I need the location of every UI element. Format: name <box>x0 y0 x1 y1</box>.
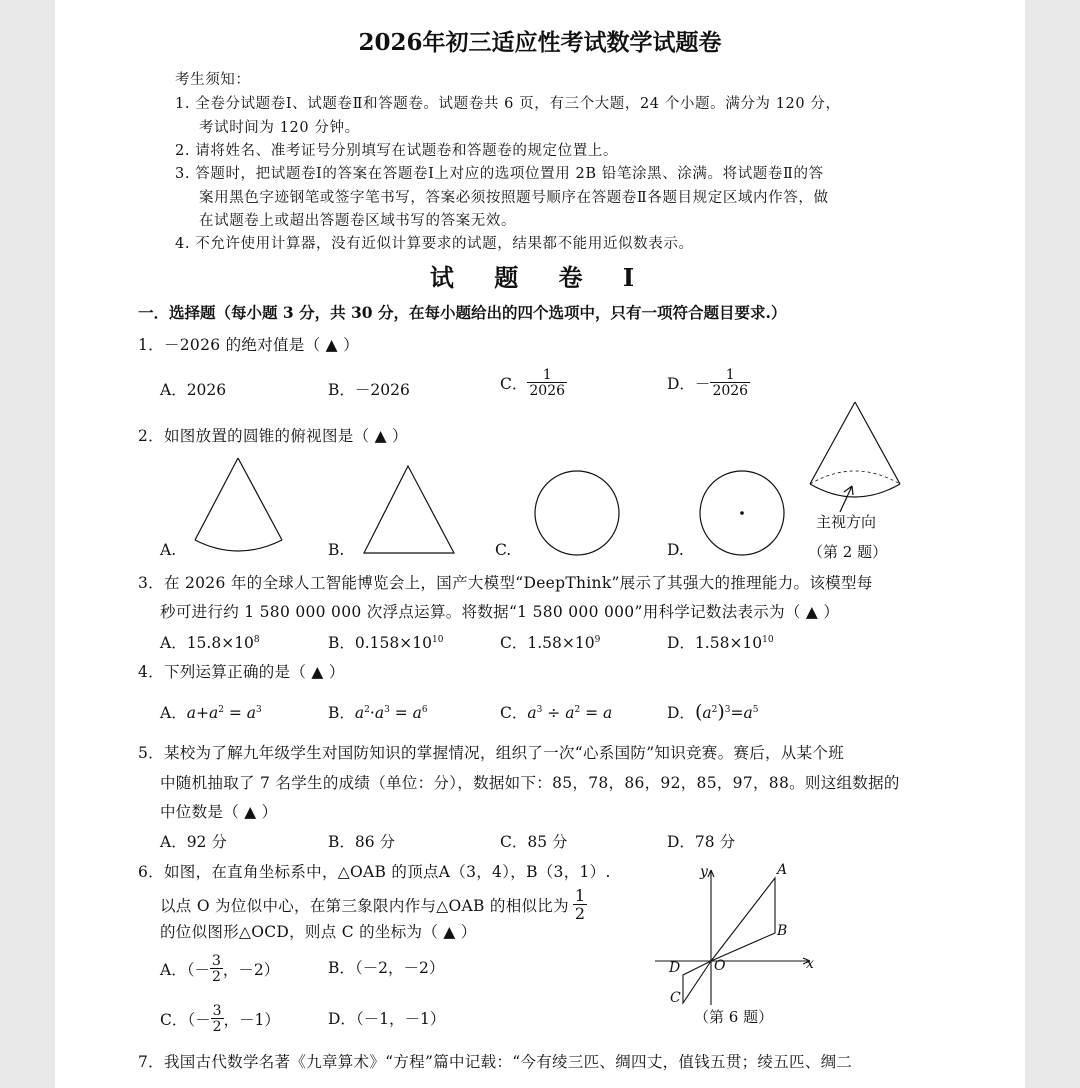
q3-option-d: D．$1.58\times 10^{10}$ <box>667 634 774 652</box>
q6-option-c: C．（－ $\frac{3}{2}$ ，－1） <box>160 1003 280 1035</box>
notice-heading: 考生须知： <box>175 72 251 88</box>
q4-option-d: D．$(a^2)^3=a^5$ <box>667 701 759 723</box>
label-x: x <box>806 956 814 972</box>
notice-line: 1. 全卷分试题卷Ⅰ、试题卷Ⅱ和答题卷。试题卷共 6 页，有三个大题，24 个小题。满分为 120 分， <box>175 96 841 112</box>
section-instructions: 一．选择题（每小题 3 分，共 30 分，在每小题给出的四个选项中，只有一项符合题目要求.） <box>138 303 787 322</box>
q5-stem-line1: 5．某校为了解九年级学生对国防知识的掌握情况，组织了一次“心系国防”知识竞赛。赛后，从某个班 <box>138 744 845 762</box>
label-b: B <box>777 923 788 939</box>
triangle-oab <box>711 878 775 961</box>
q3-option-b: B．$0.158\times 10^{10}$ <box>328 634 444 652</box>
q1-option-c: C． $\frac{1}{2026}$ <box>500 367 566 399</box>
notice-line: 考试时间为 120 分钟。 <box>199 120 360 136</box>
section-title: 试 题 卷 Ⅰ <box>429 263 651 292</box>
notice-line: 3. 答题时，把试题卷Ⅰ的答案在答题卷Ⅰ上对应的选项位置用 2B 铅笔涂黑、涂满。将试题卷Ⅱ的答 <box>175 166 824 182</box>
label-a: A <box>777 862 788 878</box>
label-o: O <box>714 958 726 974</box>
q3-option-c: C．$1.58\times 10^9$ <box>500 634 601 652</box>
triangle-ocd <box>683 961 711 1003</box>
q4-stem: 4．下列运算正确的是（ ▲ ） <box>138 663 345 681</box>
q5-stem-line2: 中随机抽取了 7 名学生的成绩（单位：分），数据如下：85，78，86，92，85，97，88。则这组数据的 <box>160 774 900 792</box>
q4-option-c: C．$a^3 \div a^2 = a$ <box>500 704 613 722</box>
q5-option-d: D．78 分 <box>667 833 736 851</box>
q2-stem: 2．如图放置的圆锥的俯视图是（ ▲ ） <box>138 427 408 445</box>
q6-caption: （第 6 题） <box>694 1008 774 1026</box>
q3-option-a: A．$15.8\times 10^8$ <box>160 634 260 652</box>
notice-line: 案用黑色字迹钢笔或签字笔书写，答案必须按照题号顺序在答题卷Ⅱ各题目规定区域内作答，做 <box>199 190 829 206</box>
q6-stem-line3: 的位似图形△OCD，则点 C 的坐标为（ ▲ ） <box>160 923 477 941</box>
notice-line: 4. 不允许使用计算器，没有近似计算要求的试题，结果都不能用近似数表示。 <box>175 236 694 252</box>
label-y: y <box>700 864 708 880</box>
q6-stem-line1: 6．如图，在直角坐标系中，△OAB 的顶点A（3，4），B（3，1）. <box>138 863 611 881</box>
q6-option-a: A．（－ $\frac{3}{2}$ ，－2） <box>160 953 280 985</box>
q4-option-a: A．$a+a^2 = a^3$ <box>160 704 262 722</box>
q1-option-d: D．－ $\frac{1}{2026}$ <box>667 367 749 399</box>
q6-option-d: D．（－1，－1） <box>328 1010 446 1028</box>
q1-option-a: A．2026 <box>160 381 227 399</box>
q5-stem-line3: 中位数是（ ▲ ） <box>160 803 278 821</box>
q4-option-b: B．$a^2\cdot a^3 = a^6$ <box>328 704 428 722</box>
q7-stem-line1: 7．我国古代数学名著《九章算术》“方程”篇中记载：“今有绫三匹、绸四丈，值钱五贯；绫五匹、绸二 <box>138 1053 853 1071</box>
exam-title: 2026年初三适应性考试数学试题卷 <box>358 29 722 56</box>
q2-option-b: B. <box>328 541 345 559</box>
label-d: D <box>669 960 681 976</box>
notice-line: 2. 请将姓名、准考证号分别填写在试题卷和答题卷的规定位置上。 <box>175 143 619 159</box>
q6-option-b: B．（－2，－2） <box>328 959 445 977</box>
q3-stem-line2: 秒可进行约 1 580 000 000 次浮点运算。将数据“1 580 000 000”用科学记数法表示为（ ▲ ） <box>160 603 840 621</box>
q5-option-c: C．85 分 <box>500 833 568 851</box>
notice-line: 在试题卷上或超出答题卷区域书写的答案无效。 <box>199 213 517 229</box>
q2-arrow-label: 主视方向 <box>816 513 877 531</box>
q1-stem: 1．－2026 的绝对值是（ ▲ ） <box>138 336 359 354</box>
q2-caption: （第 2 题） <box>808 543 888 561</box>
q2-option-c: C. <box>495 541 512 559</box>
q2-option-d: D. <box>667 541 684 559</box>
q3-stem-line1: 3．在 2026 年的全球人工智能博览会上，国产大模型“DeepThink”展示了其强大的推理能力。该模型每 <box>138 574 873 592</box>
q6-stem-line2: 以点 O 为位似中心，在第三象限内作与△OAB 的相似比为 $\frac{1}{2}$ <box>160 886 586 923</box>
label-c: C <box>670 990 681 1006</box>
q1-option-b: B．－2026 <box>328 381 410 399</box>
q5-option-a: A．92 分 <box>160 833 227 851</box>
q5-option-b: B．86 分 <box>328 833 396 851</box>
q2-option-a: A. <box>160 541 177 559</box>
